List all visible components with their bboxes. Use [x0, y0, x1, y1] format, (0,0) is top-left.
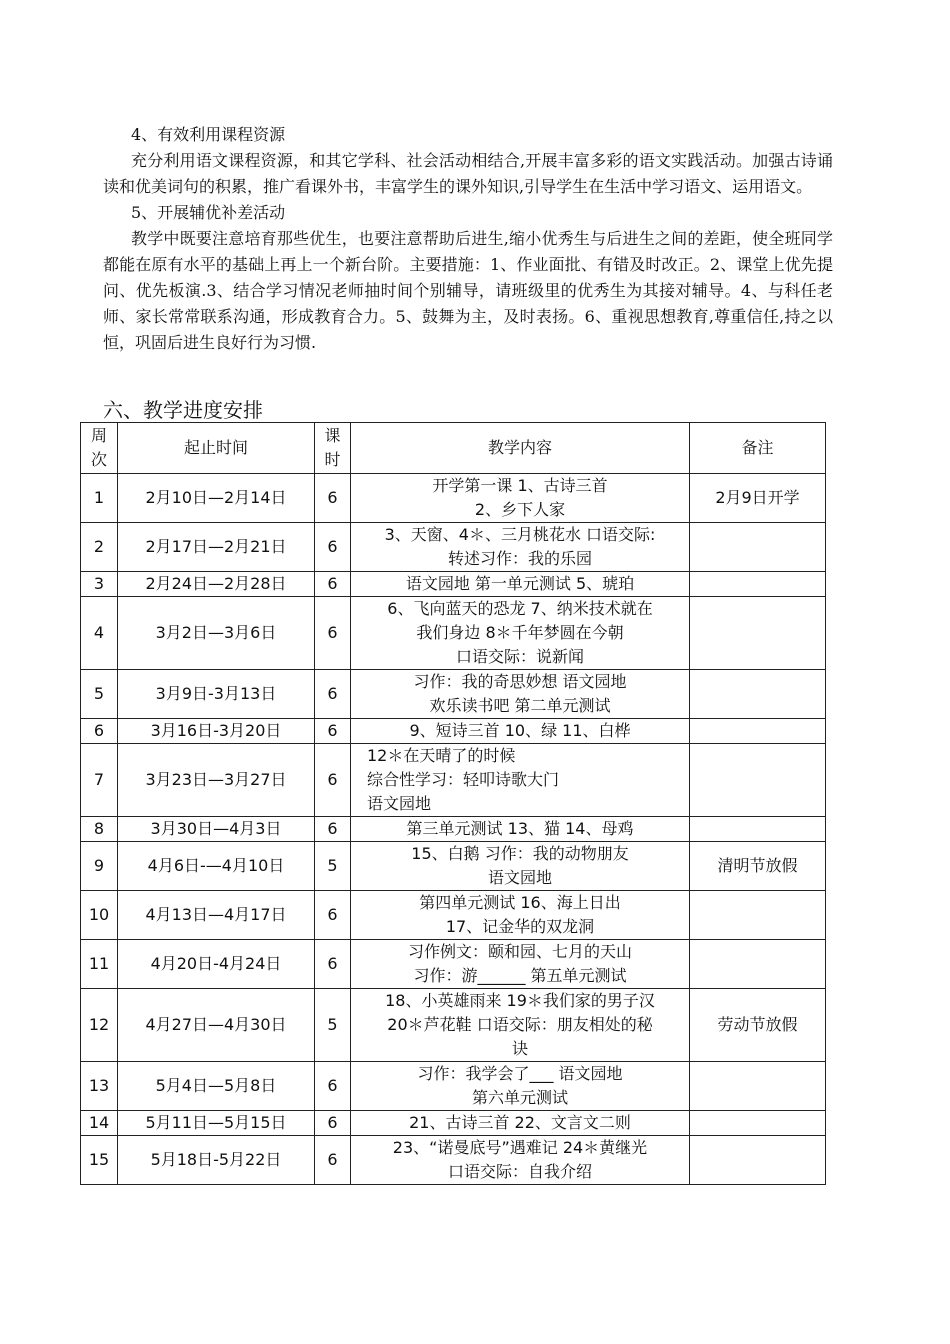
- content-cell: [351, 989, 690, 1062]
- content-cell: [351, 597, 690, 670]
- content-line: 6、飞向蓝天的恐龙 7、纳米技术就在: [387, 599, 653, 618]
- table-row: [81, 817, 826, 842]
- table-row: [81, 940, 826, 989]
- week-cell: 4: [81, 597, 118, 670]
- header-hours-line2: 时: [324, 450, 341, 469]
- week-cell: 12: [81, 989, 118, 1062]
- date-cell: 4月6日-—4月10日: [118, 842, 315, 891]
- content-line: 23、“诺曼底号”遇难记 24＊黄继光: [392, 1138, 648, 1157]
- content-line: 语文园地 第一单元测试 5、琥珀: [405, 574, 635, 593]
- content-cell: [351, 572, 690, 597]
- note-cell: 劳动节放假: [690, 989, 826, 1062]
- table-row: [81, 719, 826, 744]
- hours-cell: 6: [315, 572, 351, 597]
- date-cell: 4月20日-4月24日: [118, 940, 315, 989]
- header-hours: [315, 423, 351, 474]
- schedule-body: [81, 474, 826, 1185]
- hours-cell: 6: [315, 744, 351, 817]
- date-cell: 3月23日—3月27日: [118, 744, 315, 817]
- content-cell: [351, 719, 690, 744]
- note-cell: 2月9日开学: [690, 474, 826, 523]
- section-4-title: 4、有效利用课程资源: [131, 125, 286, 144]
- note-cell: [690, 891, 826, 940]
- content-line: 习作：游______ 第五单元测试: [413, 966, 627, 985]
- content-cell: [351, 474, 690, 523]
- table-header-row: [81, 423, 826, 474]
- note-cell: [690, 1111, 826, 1136]
- content-line: 9、短诗三首 10、绿 11、白桦: [409, 721, 631, 740]
- content-cell: [351, 842, 690, 891]
- section-5-title: 5、开展辅优补差活动: [131, 203, 286, 222]
- content-line: 习作：我学会了___ 语文园地: [417, 1064, 623, 1083]
- date-cell: 5月18日-5月22日: [118, 1136, 315, 1185]
- content-line: 诀: [511, 1039, 528, 1058]
- content-cell: [351, 891, 690, 940]
- content-line: 第四单元测试 16、海上日出: [419, 893, 621, 912]
- date-cell: 5月4日—5月8日: [118, 1062, 315, 1111]
- header-note: 备注: [690, 423, 826, 474]
- note-cell: [690, 597, 826, 670]
- header-hours-line1: 课: [324, 426, 341, 445]
- date-cell: 3月2日—3月6日: [118, 597, 315, 670]
- content-line: 转述习作：我的乐园: [447, 549, 592, 568]
- hours-cell: 6: [315, 1062, 351, 1111]
- note-cell: [690, 1062, 826, 1111]
- table-row: [81, 989, 826, 1062]
- week-cell: 11: [81, 940, 118, 989]
- content-cell: [351, 817, 690, 842]
- note-cell: [690, 523, 826, 572]
- content-line: 口语交际：说新闻: [455, 647, 584, 666]
- content-cell: [351, 1111, 690, 1136]
- table-row: [81, 474, 826, 523]
- week-cell: 2: [81, 523, 118, 572]
- content-line: 习作：我的奇思妙想 语文园地: [413, 672, 627, 691]
- week-cell: 13: [81, 1062, 118, 1111]
- hours-cell: 6: [315, 474, 351, 523]
- note-cell: [690, 940, 826, 989]
- hours-cell: 5: [315, 989, 351, 1062]
- content-line: 开学第一课 1、古诗三首: [432, 476, 608, 495]
- week-cell: 14: [81, 1111, 118, 1136]
- table-row: [81, 670, 826, 719]
- date-cell: 3月30日—4月3日: [118, 817, 315, 842]
- table-row: [81, 891, 826, 940]
- content-line: 第三单元测试 13、猫 14、母鸡: [406, 819, 634, 838]
- hours-cell: 6: [315, 523, 351, 572]
- date-cell: 4月13日—4月17日: [118, 891, 315, 940]
- date-cell: 2月17日—2月21日: [118, 523, 315, 572]
- table-row: [81, 842, 826, 891]
- note-cell: [690, 1136, 826, 1185]
- table-row: [81, 597, 826, 670]
- hours-cell: 6: [315, 817, 351, 842]
- content-line: 20＊芦花鞋 口语交际：朋友相处的秘: [387, 1015, 653, 1034]
- content-cell: [351, 670, 690, 719]
- note-cell: [690, 817, 826, 842]
- hours-cell: 6: [315, 719, 351, 744]
- content-line: 12＊在天晴了的时候: [367, 746, 516, 765]
- content-line: 我们身边 8＊千年梦圆在今朝: [416, 623, 624, 642]
- note-cell: [690, 744, 826, 817]
- week-cell: 10: [81, 891, 118, 940]
- hours-cell: 6: [315, 597, 351, 670]
- date-cell: 2月24日—2月28日: [118, 572, 315, 597]
- date-cell: 3月16日-3月20日: [118, 719, 315, 744]
- table-row: [81, 1111, 826, 1136]
- table-row: [81, 523, 826, 572]
- note-cell: 清明节放假: [690, 842, 826, 891]
- content-line: 17、记金华的双龙洞: [445, 917, 595, 936]
- note-cell: [690, 670, 826, 719]
- content-cell: [351, 1062, 690, 1111]
- content-cell: [351, 744, 690, 817]
- week-cell: 5: [81, 670, 118, 719]
- header-date: 起止时间: [118, 423, 315, 474]
- hours-cell: 6: [315, 940, 351, 989]
- week-cell: 9: [81, 842, 118, 891]
- content-line: 欢乐读书吧 第二单元测试: [429, 696, 611, 715]
- date-cell: 5月11日—5月15日: [118, 1111, 315, 1136]
- section-6-heading: 六、教学进度安排: [103, 398, 263, 422]
- header-content: 教学内容: [351, 423, 690, 474]
- content-cell: [351, 523, 690, 572]
- week-cell: 1: [81, 474, 118, 523]
- hours-cell: 5: [315, 842, 351, 891]
- date-cell: 3月9日-3月13日: [118, 670, 315, 719]
- table-row: [81, 744, 826, 817]
- week-cell: 7: [81, 744, 118, 817]
- content-line: 21、古诗三首 22、文言文二则: [409, 1113, 631, 1132]
- table-row: [81, 572, 826, 597]
- content-line: 18、小英雄雨来 19＊我们家的男子汉: [385, 991, 655, 1010]
- note-cell: [690, 719, 826, 744]
- section-5-body: 教学中既要注意培育那些优生，也要注意帮助后进生,缩小优秀生与后进生之间的差距，使全班同学都能在原有水平的基础上再上一个新台阶。主要措施：1、作业面批、有错及时改正。2、课堂上优先提问、优先板演.3、结合学习情况老师抽时间个别辅导，请班级里的优秀生为其接对辅导。4、与科任老师、家长常常联系沟通，形成教育合力。5、鼓舞为主，及时表扬。6、重视思想教育,尊重信任,持之以恒，巩固后进生良好行为习惯.: [103, 229, 833, 352]
- content-line: 第六单元测试: [471, 1088, 568, 1107]
- content-cell: [351, 1136, 690, 1185]
- week-cell: 6: [81, 719, 118, 744]
- table-row: [81, 1062, 826, 1111]
- hours-cell: 6: [315, 1111, 351, 1136]
- week-cell: 15: [81, 1136, 118, 1185]
- header-week-line2: 次: [90, 450, 107, 469]
- content-line: 3、天窗、4＊、三月桃花水 口语交际:: [384, 525, 656, 544]
- header-week-line1: 周: [90, 426, 107, 445]
- content-line: 语文园地: [487, 868, 552, 887]
- note-cell: [690, 572, 826, 597]
- week-cell: 8: [81, 817, 118, 842]
- content-line: 2、乡下人家: [474, 500, 566, 519]
- date-cell: 2月10日—2月14日: [118, 474, 315, 523]
- date-cell: 4月27日—4月30日: [118, 989, 315, 1062]
- header-week: [81, 423, 118, 474]
- table-row: [81, 1136, 826, 1185]
- content-line: 习作例文：颐和园、七月的天山: [407, 942, 632, 961]
- content-line: 15、白鹅 习作：我的动物朋友: [411, 844, 629, 863]
- content-cell: [351, 940, 690, 989]
- hours-cell: 6: [315, 891, 351, 940]
- schedule-table: [80, 422, 826, 1185]
- content-line: 口语交际：自我介绍: [447, 1162, 592, 1181]
- section-4-body: 充分利用语文课程资源，和其它学科、社会活动相结合,开展丰富多彩的语文实践活动。加强古诗诵读和优美词句的积累，推广看课外书，丰富学生的课外知识,引导学生在生活中学习语文、运用语文。: [103, 151, 833, 196]
- content-line: 综合性学习：轻叩诗歌大门: [367, 770, 560, 789]
- hours-cell: 6: [315, 670, 351, 719]
- week-cell: 3: [81, 572, 118, 597]
- body-text: [103, 122, 833, 356]
- hours-cell: 6: [315, 1136, 351, 1185]
- content-line: 语文园地: [367, 794, 432, 813]
